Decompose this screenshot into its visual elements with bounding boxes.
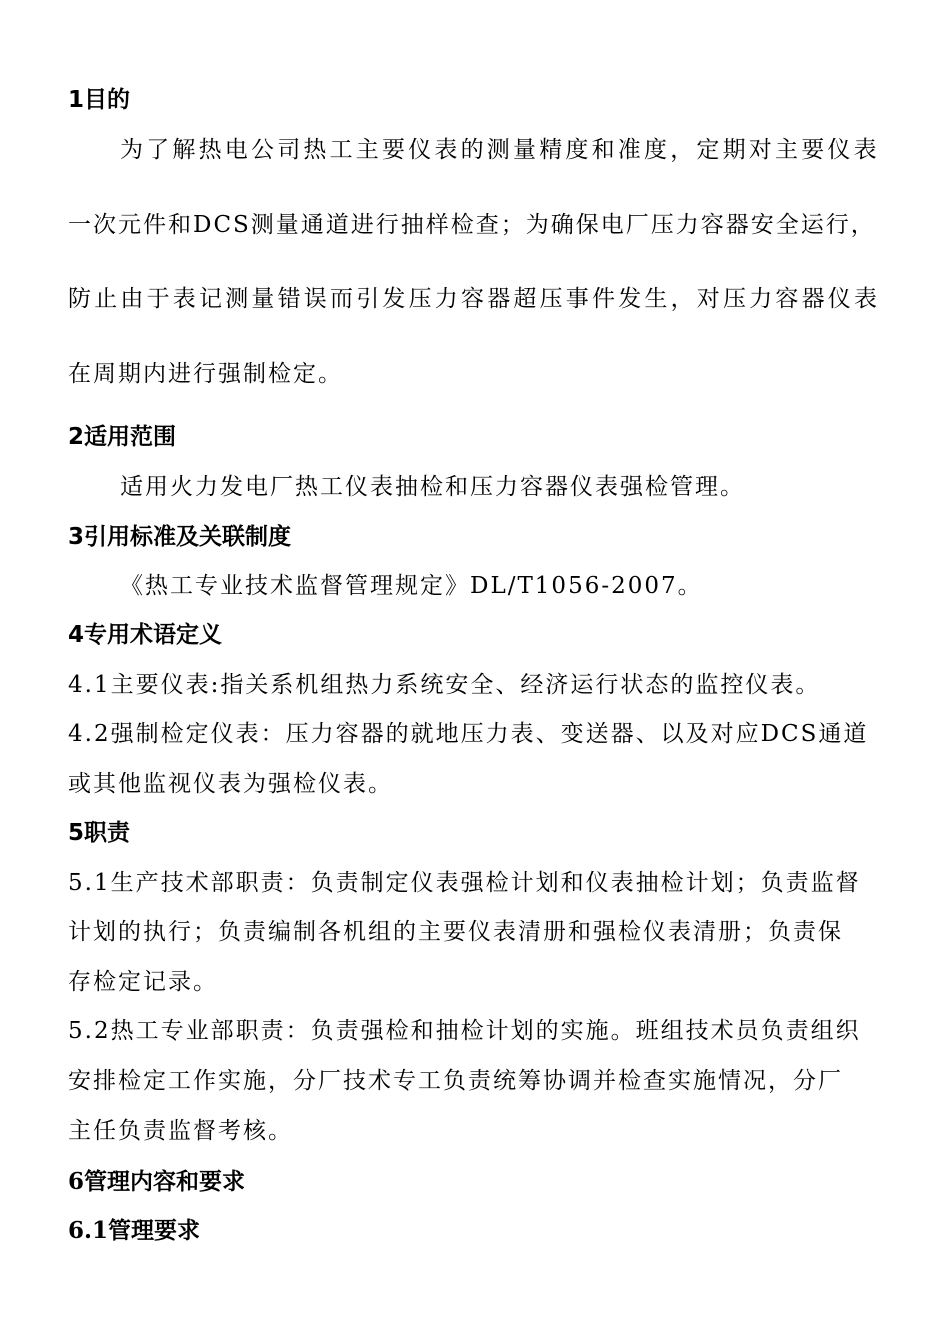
section-1-line-4: 在周期内进行强制检定。 [68,361,343,387]
section-5-line-6: 主任负责监督考核。 [68,1118,293,1144]
section-5-line-5: 安排检定工作实施，分厂技术专工负责统筹协调并检查实施情况，分厂 [68,1068,843,1094]
section-6-1-heading: 6.1管理要求 [68,1217,201,1244]
section-5-line-2: 计划的执行；负责编制各机组的主要仪表清册和强检仪表清册；负责保 [68,919,843,945]
section-1-line-1: 为了解热电公司热工主要仪表的测量精度和准度，定期对主要仪表 [120,137,880,163]
section-2-heading: 2适用范围 [68,424,177,450]
section-1-line-2: 一次元件和DCS测量通道进行抽样检查；为确保电厂压力容器安全运行， [68,212,876,238]
section-3-line-1: 《热工专业技术监督管理规定》DL/T1056-2007。 [120,573,703,599]
section-3-heading: 3引用标准及关联制度 [68,524,292,550]
section-4-line-2: 4.2强制检定仪表：压力容器的就地压力表、变送器、以及对应DCS通道 [68,721,869,747]
section-1-line-3: 防止由于表记测量错误而引发压力容器超压事件发生，对压力容器仪表 [68,286,881,312]
section-4-line-1: 4.1主要仪表:指关系机组热力系统安全、经济运行状态的监控仪表。 [68,672,821,698]
section-5-line-4: 5.2热工专业部职责：负责强检和抽检计划的实施。班组技术员负责组织 [68,1018,861,1044]
section-5-heading: 5职责 [68,820,131,846]
section-5-line-1: 5.1生产技术部职责：负责制定仪表强检计划和仪表抽检计划；负责监督 [68,870,861,896]
section-1-heading: 1目的 [68,87,131,113]
section-4-line-3: 或其他监视仪表为强检仪表。 [68,771,393,797]
section-6-heading: 6管理内容和要求 [68,1168,246,1195]
section-5-line-3: 存检定记录。 [68,969,218,995]
section-4-heading: 4专用术语定义 [68,622,223,648]
section-2-line-1: 适用火力发电厂热工仪表抽检和压力容器仪表强检管理。 [120,474,745,500]
